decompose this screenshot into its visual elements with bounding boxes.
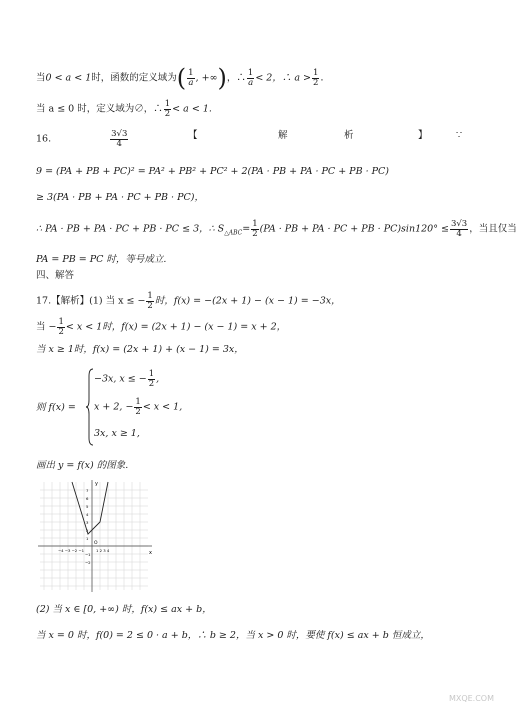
text: < x < 1,: [142, 401, 183, 413]
piecewise-lhs: 则 f(x) =: [36, 402, 76, 413]
draw-caption: 画出 y = f(x) 的图象.: [36, 460, 129, 471]
word-xi: 析: [344, 130, 354, 141]
origin-label: O: [94, 541, 98, 546]
text: , +∞: [195, 72, 218, 84]
den: 2: [58, 326, 64, 337]
den: a: [248, 77, 254, 88]
frac-1-over-2: [146, 292, 153, 310]
line-domain-case2: [36, 100, 212, 118]
num: 1: [313, 68, 319, 78]
y-tick: 6: [86, 496, 89, 501]
frac-1-over-2: [134, 398, 141, 416]
frac-1-over-2: [251, 220, 258, 238]
den: 2: [164, 108, 171, 119]
text: 当: [36, 72, 46, 84]
bracket-left: 【: [188, 130, 198, 141]
frac-1-over-2: [57, 318, 64, 336]
num: 3√3: [111, 129, 128, 139]
text: 当 a ≤ 0 时，定义域为∅，∴: [36, 103, 163, 115]
text: (PA · PB + PA · PC + PB · PC)sin120° ≤: [259, 223, 449, 235]
y-tick: 5: [86, 504, 89, 509]
text: ，∴: [226, 72, 246, 84]
num: 3√3: [450, 219, 468, 229]
y-tick: 4: [86, 512, 89, 517]
frac-1-over-2: [164, 100, 171, 118]
q16-eq3: [36, 220, 517, 238]
q17-line2: [36, 318, 286, 336]
den: 2: [135, 406, 141, 417]
grid: [40, 482, 148, 590]
function-graph: [36, 478, 156, 594]
y-tick: −1: [85, 552, 91, 557]
section-title: 四、解答: [36, 270, 75, 281]
x-axis-label: x: [149, 550, 152, 556]
part2-line1: (2) 当 x ∈ [0, +∞) 时，f(x) ≤ ax + b，: [36, 604, 212, 615]
num: 1: [148, 369, 155, 379]
den: 4: [110, 139, 128, 149]
q17-line1: [36, 292, 341, 310]
piecewise-system: [86, 368, 206, 446]
math: < a < 1.: [172, 103, 212, 115]
piecewise-case2: [94, 398, 182, 416]
word-jie: 解: [278, 130, 288, 141]
x-pos-ticks: 1 2 3 4: [96, 548, 110, 553]
q16-header: [36, 130, 466, 148]
num: 1: [188, 68, 194, 78]
text: 17.【解析】(1) 当 x ≤ −: [36, 295, 146, 307]
y-tick: 3: [86, 520, 89, 525]
brace-icon: [86, 368, 94, 446]
q16-eq4: PA = PB = PC 时，等号成立.: [36, 254, 167, 265]
y-tick: 1: [86, 536, 89, 541]
text: 当 −: [36, 321, 57, 333]
bracket-right: 】: [418, 130, 428, 141]
den: 2: [313, 77, 319, 88]
text: ，当且仅当: [469, 223, 517, 235]
den: 2: [252, 228, 258, 239]
paren-open: (: [176, 64, 187, 92]
frac-1-over-2: [312, 69, 319, 87]
den: 4: [450, 229, 468, 239]
frac-1-over-a-2: [247, 69, 254, 87]
text: < x < 1时，f(x) = (2x + 1) − (x − 1) = x + 2，: [65, 321, 287, 333]
part2-line2: 当 x = 0 时，f(0) = 2 ≤ 0 · a + b，∴ b ≥ 2，当 x > 0 时，要使 f(x) ≤ ax + b 恒成立，: [36, 630, 430, 641]
x-neg-ticks: −4 −3 −2 −1: [58, 548, 85, 553]
den: 2: [148, 378, 155, 389]
text: =: [242, 223, 251, 235]
num: 1: [147, 291, 153, 301]
q16-answer: [110, 130, 128, 148]
text: x + 2, −: [94, 401, 134, 413]
math: < 2，∴ a >: [255, 72, 312, 84]
line-domain-case1: [36, 66, 330, 90]
num: 1: [135, 397, 141, 407]
y-tick: 2: [86, 528, 89, 533]
watermark: MXQE.COM: [448, 694, 494, 703]
text: −3x, x ≤ −: [94, 373, 147, 385]
math-cond: 0 < a < 1: [45, 72, 92, 84]
q16-eq1: 9 = (PA + PB + PC)² = PA² + PB² + PC² + 2(PA · PB + PA · PC + PB · PC): [36, 166, 389, 177]
y-tick: −2: [85, 560, 91, 565]
question-number: 16.: [36, 133, 52, 145]
text: 时，f(x) = −(2x + 1) − (x − 1) = −3x，: [154, 295, 341, 307]
frac-3root3-over-4: [450, 220, 468, 238]
den: 2: [147, 300, 153, 311]
q16-eq2: ≥ 3(PA · PB + PA · PC + PB · PC)，: [36, 192, 204, 203]
num: 1: [164, 99, 171, 109]
frac-1-over-2: [148, 370, 155, 388]
frac-1-over-a: [187, 69, 194, 87]
paren-close: ): [217, 64, 227, 92]
num: 1: [58, 317, 64, 327]
num: 1: [252, 219, 258, 229]
q17-line3: 当 x ≥ 1时，f(x) = (2x + 1) + (x − 1) = 3x，: [36, 344, 244, 355]
y-tick: 7: [86, 488, 89, 493]
piecewise-case1: −3x, x ≤ − $\frac{1}{2}$ ,: [94, 369, 160, 389]
text: ．: [320, 72, 330, 84]
y-axis-label: y: [95, 481, 98, 487]
piecewise-case3: 3x, x ≥ 1,: [94, 428, 140, 439]
subscript: △ABC: [224, 229, 243, 237]
text: ∴ PA · PB + PA · PC + PB · PC ≤ 3，∴ S: [36, 223, 225, 235]
num: 1: [247, 68, 254, 78]
text: 时，函数的定义域为: [91, 72, 177, 84]
den: a: [188, 77, 194, 88]
because-symbol: ∵: [456, 130, 463, 141]
